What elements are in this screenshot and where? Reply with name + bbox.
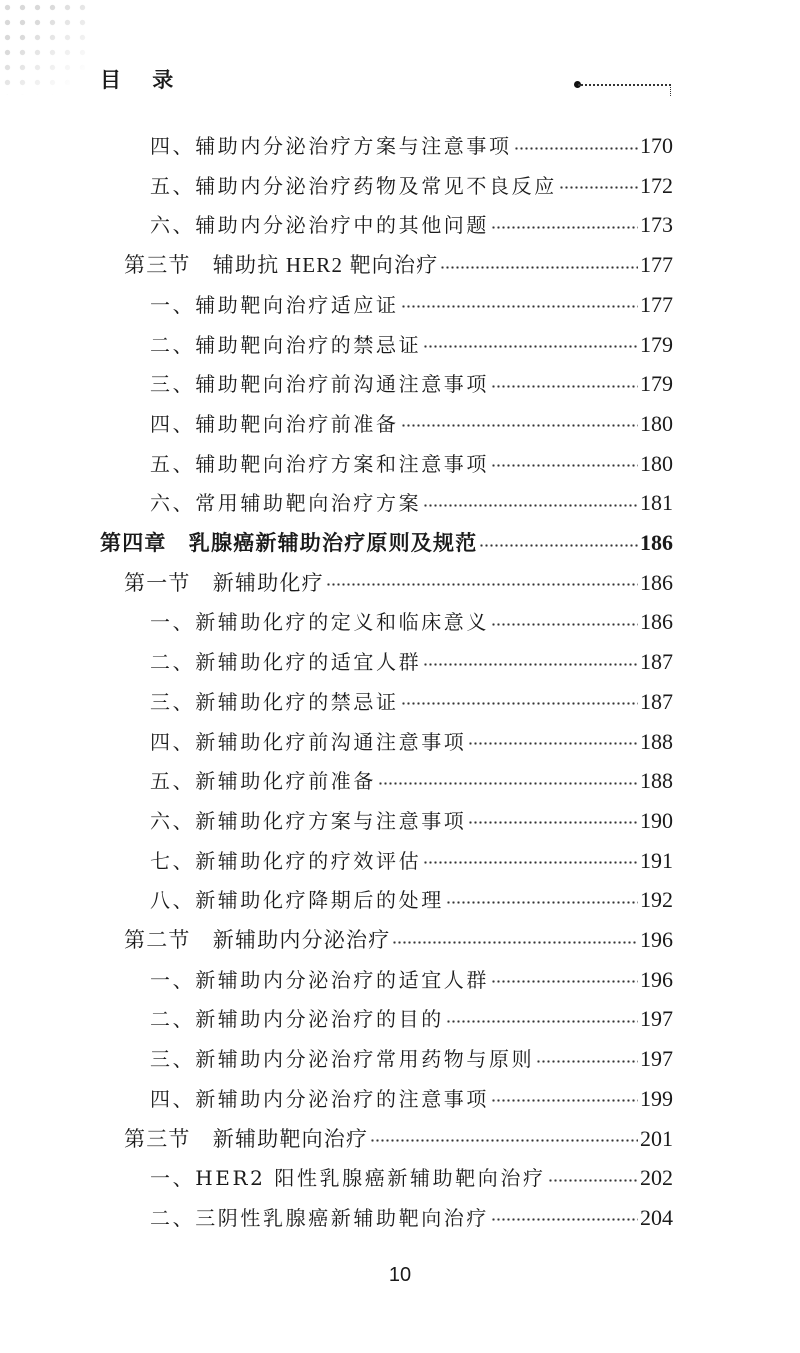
toc-entry-item[interactable] xyxy=(150,1158,673,1198)
toc-entry-item[interactable] xyxy=(150,126,673,166)
toc-entry-item[interactable] xyxy=(150,682,673,722)
toc-entry-item[interactable] xyxy=(150,1079,673,1119)
toc-entry-title: 一、新辅助化疗的定义和临床意义 xyxy=(150,610,489,635)
dot-leader xyxy=(491,385,638,388)
toc-entry-title: 六、辅助内分泌治疗中的其他问题 xyxy=(150,213,489,238)
toc-entry-item[interactable] xyxy=(150,642,673,682)
toc-entry-title: 二、新辅助内分泌治疗的目的 xyxy=(150,1007,444,1032)
toc-entry-item[interactable] xyxy=(150,761,673,801)
dot-leader xyxy=(468,742,638,745)
dot-leader xyxy=(559,186,638,189)
toc-entry-page: 180 xyxy=(640,450,673,476)
dot-leader xyxy=(423,663,638,666)
toc-entry-title: 第一节 新辅助化疗 xyxy=(124,570,324,595)
page-title: 目 录 xyxy=(100,68,186,92)
dot-leader xyxy=(491,623,638,626)
toc-entry-title: 三、辅助靶向治疗前沟通注意事项 xyxy=(150,372,489,397)
dot-leader xyxy=(548,1179,638,1182)
toc-entry-page: 202 xyxy=(640,1165,673,1191)
toc-entry-title: 二、辅助靶向治疗的禁忌证 xyxy=(150,332,422,357)
toc-entry-page: 188 xyxy=(640,768,673,794)
toc-entry-item[interactable] xyxy=(150,404,673,444)
dot-leader xyxy=(401,305,638,308)
toc-entry-item[interactable] xyxy=(150,285,673,325)
toc-entry-section[interactable] xyxy=(124,245,673,285)
dot-leader xyxy=(446,901,638,904)
dot-leader xyxy=(401,702,638,705)
toc-entry-section[interactable] xyxy=(124,563,673,603)
toc-entry-item[interactable] xyxy=(150,801,673,841)
toc-entry-title: 四、新辅助内分泌治疗的注意事项 xyxy=(150,1086,489,1111)
dot-leader xyxy=(392,941,638,944)
decorative-dot-pattern xyxy=(0,0,90,95)
dot-leader xyxy=(479,544,638,547)
toc-entry-item[interactable] xyxy=(150,444,673,484)
toc-entry-page: 197 xyxy=(640,1046,673,1072)
dot-leader xyxy=(491,226,638,229)
dot-leader xyxy=(423,861,638,864)
toc-entry-section[interactable] xyxy=(124,920,673,960)
toc-entry-item[interactable] xyxy=(150,364,673,404)
page-number: 10 xyxy=(388,1264,412,1286)
toc-entry-item[interactable] xyxy=(150,999,673,1039)
toc-entry-item[interactable] xyxy=(150,1039,673,1079)
toc-entry-page: 186 xyxy=(640,609,673,635)
toc-entry-title: 第四章 乳腺癌新辅助治疗原则及规范 xyxy=(100,531,478,555)
toc-entry-title: 五、辅助靶向治疗方案和注意事项 xyxy=(150,451,489,476)
toc-entry-title: 第三节 辅助抗 HER2 靶向治疗 xyxy=(124,253,439,278)
toc-entry-page: 191 xyxy=(640,847,673,873)
toc-entry-page: 186 xyxy=(640,569,673,595)
toc-entry-section[interactable] xyxy=(124,1119,673,1159)
toc-entry-page: 173 xyxy=(640,212,673,238)
toc-entry-title: 二、新辅助化疗的适宜人群 xyxy=(150,650,422,675)
toc-entry-page: 179 xyxy=(640,331,673,357)
dot-leader xyxy=(536,1060,638,1063)
toc-entry-item[interactable] xyxy=(150,722,673,762)
toc-entry-page: 192 xyxy=(640,887,673,913)
toc-entry-page: 196 xyxy=(640,966,673,992)
dot-leader xyxy=(440,266,638,269)
dot-leader xyxy=(423,345,638,348)
toc-entry-title: 六、新辅助化疗方案与注意事项 xyxy=(150,808,467,833)
toc-entry-item[interactable] xyxy=(150,205,673,245)
dot-leader xyxy=(326,583,638,586)
toc-entry-page: 172 xyxy=(640,172,673,198)
dot-leader xyxy=(491,980,638,983)
toc-entry-item[interactable] xyxy=(150,1198,673,1238)
toc-entry-page: 204 xyxy=(640,1204,673,1230)
toc-entry-page: 177 xyxy=(640,252,673,278)
toc-entry-page: 170 xyxy=(640,133,673,158)
toc-entry-item[interactable] xyxy=(150,602,673,642)
toc-entry-title: 七、新辅助化疗的疗效评估 xyxy=(150,848,422,873)
dot-leader xyxy=(423,504,638,507)
toc-entry-page: 177 xyxy=(640,291,673,317)
toc-entry-title: 一、辅助靶向治疗适应证 xyxy=(150,292,399,317)
toc-entry-page: 201 xyxy=(640,1125,673,1151)
dot-leader xyxy=(514,147,638,150)
toc-entry-page: 187 xyxy=(640,688,673,714)
toc-entry-title: 五、辅助内分泌治疗药物及常见不良反应 xyxy=(150,173,557,198)
toc-entry-item[interactable] xyxy=(150,483,673,523)
toc-entry-title: 四、新辅助化疗前沟通注意事项 xyxy=(150,729,467,754)
dot-leader xyxy=(401,424,638,427)
header-dotted-rule xyxy=(578,84,671,96)
toc-entry-item[interactable] xyxy=(150,841,673,881)
toc-entry-page: 186 xyxy=(640,530,673,555)
toc-entry-title: 一、新辅助内分泌治疗的适宜人群 xyxy=(150,967,489,992)
toc-entry-title: 四、辅助靶向治疗前准备 xyxy=(150,411,399,436)
dot-leader xyxy=(491,1218,638,1221)
toc-entry-page: 179 xyxy=(640,371,673,397)
toc-entry-item[interactable] xyxy=(150,880,673,920)
toc-entry-title: 六、常用辅助靶向治疗方案 xyxy=(150,491,422,516)
toc-entry-title: 三、新辅助内分泌治疗常用药物与原则 xyxy=(150,1047,535,1072)
toc-entry-page: 199 xyxy=(640,1085,673,1111)
toc-entry-title: 四、辅助内分泌治疗方案与注意事项 xyxy=(150,134,512,158)
toc-entry-chapter[interactable] xyxy=(100,523,673,563)
toc-entry-page: 187 xyxy=(640,649,673,675)
toc-entry-page: 190 xyxy=(640,807,673,833)
dot-leader xyxy=(491,464,638,467)
toc-entry-title: 第三节 新辅助靶向治疗 xyxy=(124,1126,369,1151)
toc-entry-title: 五、新辅助化疗前准备 xyxy=(150,769,376,794)
dot-leader xyxy=(468,821,638,824)
dot-leader xyxy=(378,782,638,785)
toc-entry-title: 二、三阴性乳腺癌新辅助靶向治疗 xyxy=(150,1205,489,1230)
dot-leader xyxy=(491,1099,638,1102)
dot-leader xyxy=(446,1020,638,1023)
toc-entry-page: 180 xyxy=(640,410,673,436)
toc-entry-title: 一、HER2 阳性乳腺癌新辅助靶向治疗 xyxy=(150,1166,546,1191)
toc-entry-item[interactable] xyxy=(150,960,673,1000)
toc-entry-item[interactable] xyxy=(150,166,673,206)
toc-entry-page: 188 xyxy=(640,728,673,754)
toc-entry-title: 八、新辅助化疗降期后的处理 xyxy=(150,888,444,913)
toc-entry-page: 196 xyxy=(640,927,673,952)
toc-entry-title: 第二节 新辅助内分泌治疗 xyxy=(124,928,391,952)
toc-entry-title: 三、新辅助化疗的禁忌证 xyxy=(150,689,399,714)
dot-leader xyxy=(370,1139,638,1142)
toc-entry-item[interactable] xyxy=(150,325,673,365)
toc-entry-page: 181 xyxy=(640,490,673,516)
toc-entry-page: 197 xyxy=(640,1006,673,1032)
